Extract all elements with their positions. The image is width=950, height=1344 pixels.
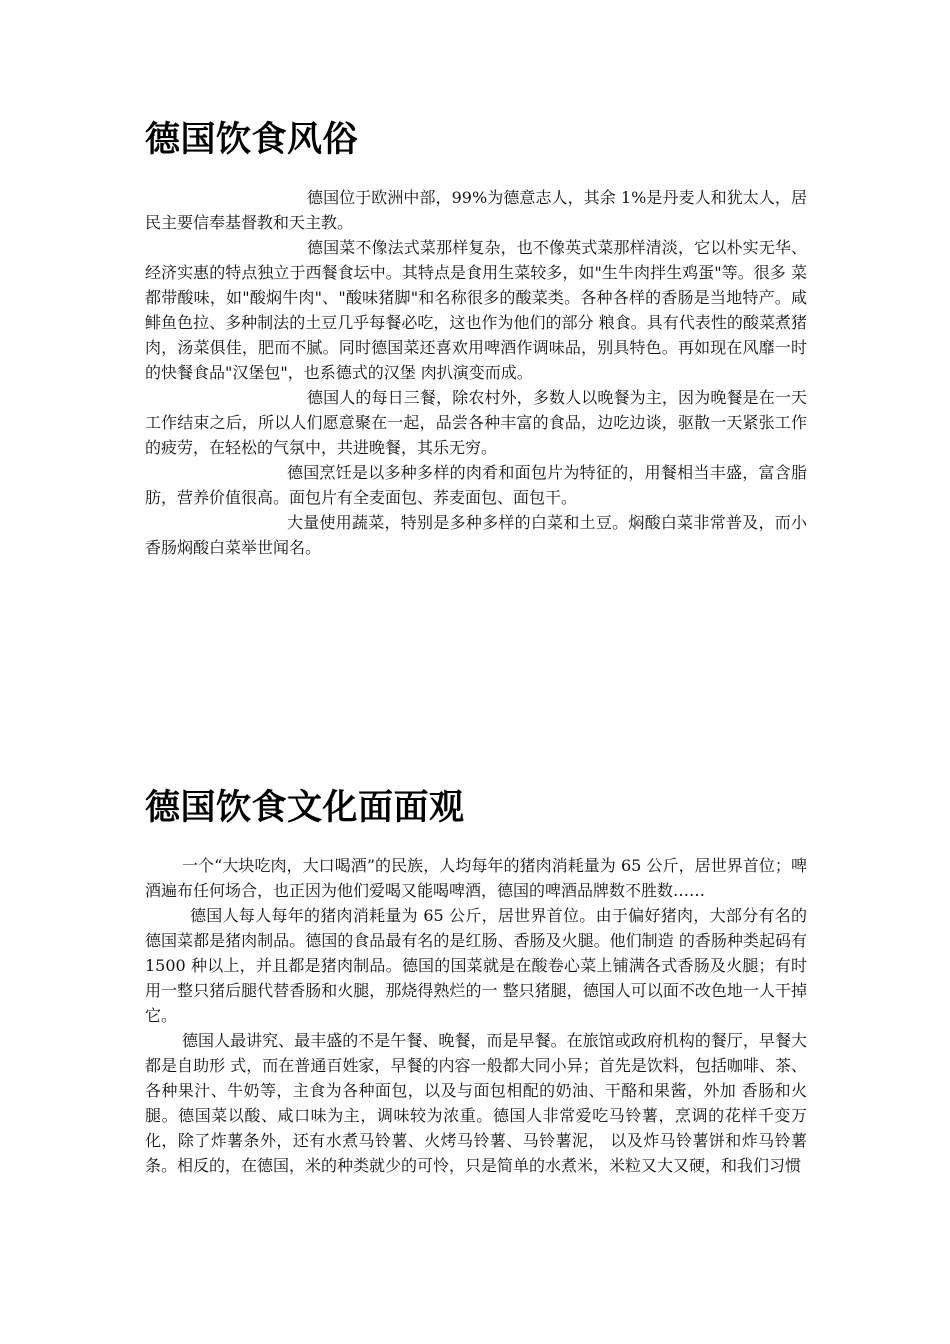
paragraph: 大量使用蔬菜，特别是多种多样的白菜和土豆。焖酸白菜非常普及，而小香肠焖酸白菜举世闻名。 — [145, 513, 807, 557]
paragraph: 德国烹饪是以多种多样的肉肴和面包片为特征的，用餐相当丰盛，富含脂肪，营养价值很高。面包片有全麦面包、荞麦面包、面包干。 — [145, 463, 807, 507]
section-body-german-food-culture — [145, 853, 807, 1178]
paragraph: 德国人最讲究、最丰盛的不是午餐、晚餐，而是早餐。在旅馆或政府机构的餐厅，早餐大都是自助形 式，而在普通百姓家，早餐的内容一般都大同小异；首先是饮料，包括咖啡、茶、各种果汁、牛奶等，主食为各种面包，以及与面包相配的奶油、干酪和果酱，外加 香肠和火腿。德国菜以酸、咸口味为主，调味较为浓重。德国人非常爱吃马铃薯，烹调的花样千变万化，除了炸薯条外，还有水煮马铃薯、火烤马铃薯、马铃薯泥， 以及炸马铃薯饼和炸马铃薯条。相反的，在德国，米的种类就少的可怜，只是简单的水煮米，米粒又大又硬，和我们习惯 — [145, 1031, 807, 1175]
section-title-german-food-customs: 德国饮食风俗 — [145, 120, 359, 160]
section-title-german-food-culture: 德国饮食文化面面观 — [145, 788, 465, 828]
paragraph: 德国人的每日三餐，除农村外，多数人以晚餐为主，因为晚餐是在一天工作结束之后，所以人们愿意聚在一起，品尝各种丰富的食品，边吃边谈，驱散一天紧张工作的疲劳，在轻松的气氛中，共进晚餐，其乐无穷。 — [145, 388, 807, 457]
paragraph: 德国位于欧洲中部，99%为德意志人，其余 1%是丹麦人和犹太人，居民主要信奉基督教和天主教。 — [145, 188, 807, 232]
paragraph: 一个“大块吃肉，大口喝酒”的民族，人均每年的猪肉消耗量为 65 公斤，居世界首位；啤酒遍布任何场合，也正因为他们爱喝又能喝啤酒，德国的啤酒品牌数不胜数…… — [145, 856, 807, 900]
paragraph: 德国人每人每年的猪肉消耗量为 65 公斤，居世界首位。由于偏好猪肉，大部分有名的德国菜都是猪肉制品。德国的食品最有名的是红肠、香肠及火腿。他们制造 的香肠种类起码有 1500 种以上，并且都是猪肉制品。德国的国菜就是在酸卷心菜上铺满各式香肠及火腿；有时用一整只猪后腿代替香肠和火腿，那烧得熟烂的一 整只猪腿，德国人可以面不改色地一人干掉它。 — [145, 906, 807, 1025]
paragraph: 德国菜不像法式菜那样复杂，也不像英式菜那样清淡，它以朴实无华、经济实惠的特点独立于西餐食坛中。其特点是食用生菜较多，如"生牛肉拌生鸡蛋"等。很多 菜都带酸味，如"酸焖牛肉"、"酸味猪脚"和名称很多的酸菜类。各种各样的香肠是当地特产。咸鲱鱼色拉、多种制法的土豆几乎每餐必吃，这也作为他们的部分 粮食。具有代表性的酸菜煮猪肉，汤菜俱佳，肥而不腻。同时德国菜还喜欢用啤酒作调味品，别具特色。再如现在风靡一时的快餐食品"汉堡包"，也系德式的汉堡 肉扒演变而成。 — [145, 238, 807, 382]
section-body-german-food-customs — [145, 185, 807, 560]
